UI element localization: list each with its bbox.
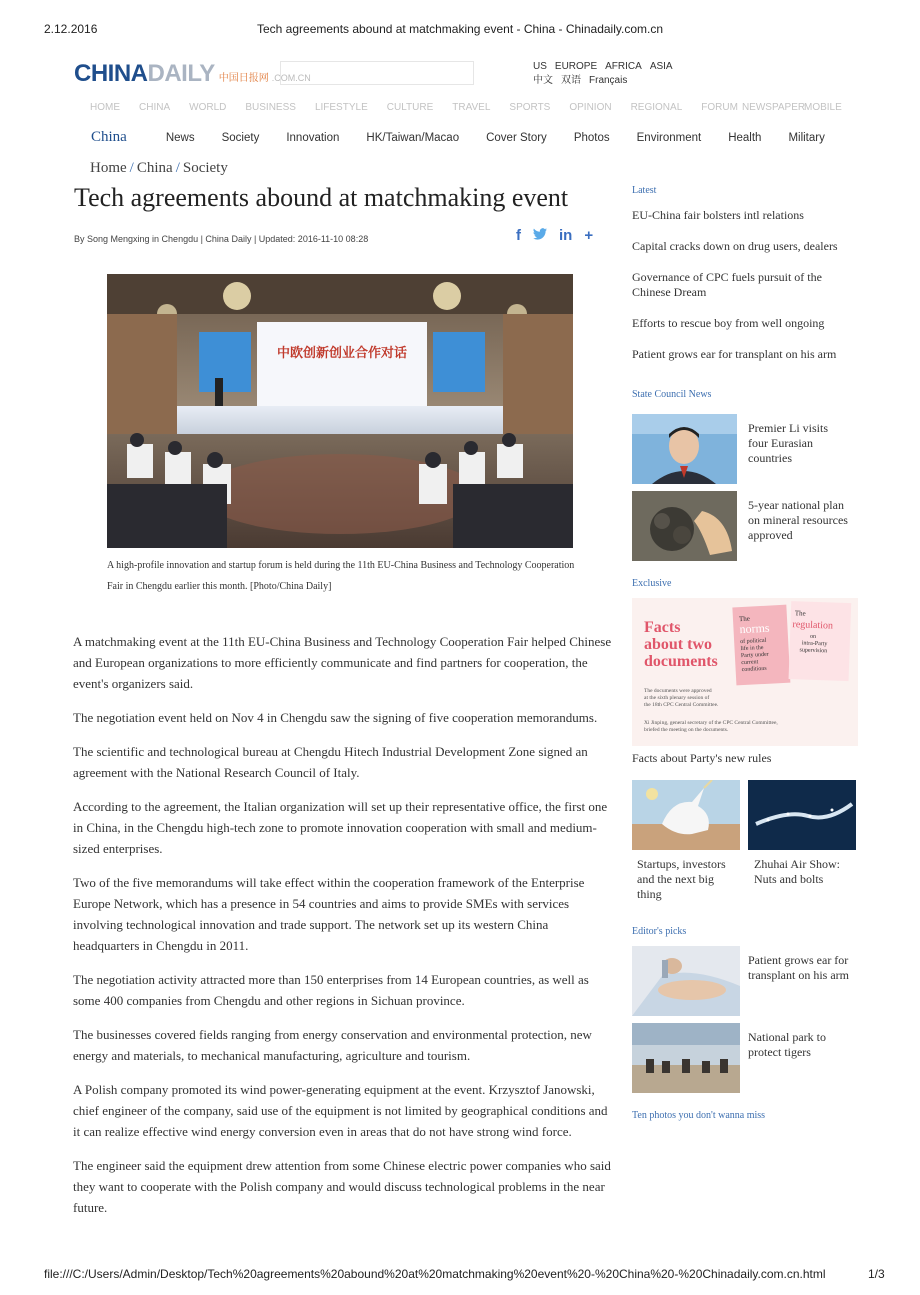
svg-text:current: current: [741, 659, 759, 667]
article-paragraph: A matchmaking event at the 11th EU-China Business and Technology Cooperation Fair helped Chinese and European organizations to more efficiently communicate and find partners for cooperation, the event's organizers said.: [73, 634, 612, 691]
channel-cover-story[interactable]: Cover Story: [486, 132, 547, 144]
article-paragraph: Two of the five memorandums will take effect within the cooperation framework of the Enterprise Europe Network, which has a presence in 54 countries and aims to provide SMEs with services involving technological innovation and trade support. The network set up its western China headquarters in Chengdu in 2011.: [73, 875, 585, 953]
channel-innovation[interactable]: Innovation: [286, 132, 340, 144]
nav-newspaper[interactable]: NEWSPAPER: [741, 102, 806, 113]
channel-nav: [91, 129, 825, 146]
editors-pick-item[interactable]: National park to protect tigers: [748, 1030, 826, 1059]
nav-culture[interactable]: CULTURE: [386, 102, 434, 113]
photo-caption: A high-profile innovation and startup forum is held during the 11th EU-China Business and Technology Cooperation Fair in Chengdu earlier this month. [Photo/China Daily]: [107, 560, 575, 592]
editors-picks-label: Editor's picks: [632, 926, 687, 937]
card2-big: regulation: [792, 619, 834, 632]
state-council-item[interactable]: Premier Li visits four Eurasian countries: [748, 421, 828, 465]
photo-banner-text: 中欧创新创业合作对话: [276, 346, 408, 361]
channel-hk-taiwan-macao[interactable]: HK/Taiwan/Macao: [366, 132, 460, 144]
article-paragraph: The negotiation activity attracted more than 150 enterprises from 14 European countries, as well as some 400 companies from Chengdu and other regions in Sichuan province.: [73, 972, 589, 1008]
card1-big: norms: [739, 620, 770, 637]
exclusive-label: Exclusive: [632, 578, 672, 589]
article-photo: [107, 274, 573, 548]
breadcrumb-society[interactable]: Society: [182, 160, 228, 176]
startups-unicorn-thumbnail[interactable]: [632, 780, 740, 850]
edition-chinese[interactable]: 中文: [533, 75, 553, 86]
state-council-label: State Council News: [632, 389, 712, 400]
breadcrumb-home[interactable]: Home: [90, 160, 127, 176]
nav-mobile[interactable]: MOBILE: [804, 102, 842, 113]
article-paragraph: The negotiation event held on Nov 4 in Chengdu saw the signing of five cooperation memorandums.: [73, 710, 598, 725]
article-headline: Tech agreements abound at matchmaking event: [74, 183, 569, 212]
logo-cn: 中国日报网: [218, 73, 269, 84]
logo-part1: CHINA: [74, 60, 148, 87]
breadcrumb-separator: /: [175, 160, 180, 176]
svg-text:Party under: Party under: [740, 651, 769, 660]
nav-lifestyle[interactable]: LIFESTYLE: [314, 102, 368, 113]
channel-news[interactable]: News: [165, 132, 195, 144]
breadcrumb-china[interactable]: China: [136, 160, 173, 176]
article-paragraph: The businesses covered fields ranging from energy conservation and environmental protection, new energy and materials, to mechanical manufacturing, agriculture and tourism.: [73, 1027, 592, 1063]
svg-text:intra-Party: intra-Party: [801, 640, 828, 648]
breadcrumb-separator: /: [129, 160, 134, 176]
search-input[interactable]: [280, 61, 474, 85]
nav-business[interactable]: BUSINESS: [245, 102, 296, 113]
edition-french[interactable]: Français: [589, 75, 628, 86]
latest-item[interactable]: Patient grows ear for transplant on his arm: [632, 347, 837, 361]
article-paragraph: The engineer said the equipment drew attention from some Chinese electric power companies who said they want to cooperate with the Polish company and would discuss technological problems in the near future.: [73, 1158, 611, 1215]
article-body: [73, 631, 613, 1231]
print-url: file:///C:/Users/Admin/Desktop/Tech%20agreements%20abound%20at%20matchmaking%20event%20-%20China%20-%20Chinadaily.com.cn.html: [44, 1267, 826, 1281]
print-title: Tech agreements abound at matchmaking event - China - Chinadaily.com.cn: [257, 22, 663, 36]
channel-current[interactable]: China: [91, 129, 127, 145]
channel-military[interactable]: Military: [788, 132, 825, 144]
tigers-park-thumbnail[interactable]: [632, 1023, 740, 1093]
facts-title-line2: about two: [644, 636, 713, 653]
edition-africa[interactable]: AFRICA: [605, 61, 642, 72]
nav-forum[interactable]: FORUM: [701, 102, 738, 113]
exclusive-item[interactable]: Zhuhai Air Show: Nuts and bolts: [754, 857, 840, 886]
edition-us[interactable]: US: [533, 61, 547, 72]
svg-text:briefed the meeting on the doc: briefed the meeting on the documents.: [644, 727, 729, 733]
card2-head: The: [794, 609, 806, 618]
latest-item[interactable]: EU-China fair bolsters intl relations: [632, 208, 804, 222]
chinadaily-logo[interactable]: [74, 60, 311, 88]
facts-title-line3: documents: [644, 653, 718, 670]
channel-photos[interactable]: Photos: [573, 132, 610, 144]
logo-domain: .COM.CN: [271, 73, 311, 83]
mineral-thumbnail[interactable]: [632, 491, 737, 561]
channel-health[interactable]: Health: [728, 132, 762, 144]
print-date: 2.12.2016: [44, 22, 98, 36]
logo-part2: DAILY: [147, 60, 215, 87]
twitter-icon[interactable]: [533, 227, 547, 244]
svg-text:on: on: [809, 633, 817, 640]
svg-text:the 18th CPC Central Committee: the 18th CPC Central Committee.: [644, 702, 719, 708]
top-nav: [90, 102, 824, 113]
exclusive-item[interactable]: Startups, investors and the next big thing: [637, 857, 726, 901]
card1-head: The: [738, 614, 751, 624]
svg-text:conditions: conditions: [741, 665, 767, 674]
breadcrumb: [90, 160, 228, 177]
edition-switcher: [533, 60, 681, 88]
nav-world[interactable]: WORLD: [189, 102, 227, 113]
latest-item[interactable]: Efforts to rescue boy from well ongoing: [632, 316, 825, 330]
edition-bilingual[interactable]: 双语: [561, 75, 581, 86]
facts-documents-graphic[interactable]: [632, 598, 858, 746]
facts-title-line1: Facts: [644, 619, 681, 636]
svg-text:The documents were approved: The documents were approved: [644, 688, 712, 694]
svg-text:Xi Jinping, general secretary: Xi Jinping, general secretary of the CPC Central Committee,: [644, 720, 778, 726]
latest-list: [632, 208, 862, 378]
nav-sports[interactable]: SPORTS: [509, 102, 551, 113]
edition-europe[interactable]: EUROPE: [554, 61, 598, 72]
nav-opinion[interactable]: OPINION: [569, 102, 612, 113]
nav-travel[interactable]: TRAVEL: [452, 102, 491, 113]
facts-caption[interactable]: Facts about Party's new rules: [632, 751, 772, 765]
svg-text:of political: of political: [740, 637, 767, 646]
print-page-number: 1/3: [868, 1267, 885, 1281]
ear-transplant-thumbnail[interactable]: [632, 946, 740, 1016]
editors-pick-item[interactable]: Patient grows ear for transplant on his arm: [748, 953, 849, 982]
ten-photos-link[interactable]: Ten photos you don't wanna miss: [632, 1110, 766, 1121]
zhuhai-airshow-thumbnail[interactable]: [748, 780, 856, 850]
article-paragraph: According to the agreement, the Italian organization will set up their representative office, the first one in China, in the Chengdu high-tech zone to promote innovation cooperation with small and medium-sized enterprises.: [73, 799, 608, 856]
latest-label: Latest: [632, 185, 657, 196]
facebook-icon[interactable]: f: [516, 227, 521, 244]
article-byline: By Song Mengxing in Chengdu | China Daily | Updated: 2016-11-10 08:28: [74, 234, 369, 244]
article-paragraph: A Polish company promoted its wind power-generating equipment at the event. Krzysztof Janowski, chief engineer of the company, said use of the equipment is not limited by geographical conditions and it can realize effective wind energy conversion even in areas that do not have strong wind force.: [73, 1082, 608, 1139]
latest-item[interactable]: Governance of CPC fuels pursuit of the Chinese Dream: [632, 270, 822, 299]
nav-home[interactable]: HOME: [90, 102, 120, 113]
more-share-icon[interactable]: +: [584, 227, 594, 244]
share-bar: [516, 227, 593, 244]
linkedin-icon[interactable]: in: [559, 227, 573, 244]
nav-regional[interactable]: REGIONAL: [630, 102, 683, 113]
premier-li-thumbnail[interactable]: [632, 414, 737, 484]
state-council-item[interactable]: 5-year national plan on mineral resources approved: [748, 498, 848, 542]
latest-item[interactable]: Capital cracks down on drug users, dealers: [632, 239, 838, 253]
svg-text:at the sixth plenary session o: at the sixth plenary session of: [644, 695, 710, 701]
edition-asia[interactable]: ASIA: [649, 61, 673, 72]
channel-environment[interactable]: Environment: [636, 132, 702, 144]
svg-text:supervision: supervision: [799, 647, 828, 655]
article-paragraph: The scientific and technological bureau at Chengdu Hitech Industrial Development Zone signed an agreement with the National Research Council of Italy.: [73, 744, 588, 780]
channel-society[interactable]: Society: [221, 132, 260, 144]
svg-text:life in the: life in the: [740, 644, 764, 653]
nav-china[interactable]: CHINA: [139, 102, 171, 113]
